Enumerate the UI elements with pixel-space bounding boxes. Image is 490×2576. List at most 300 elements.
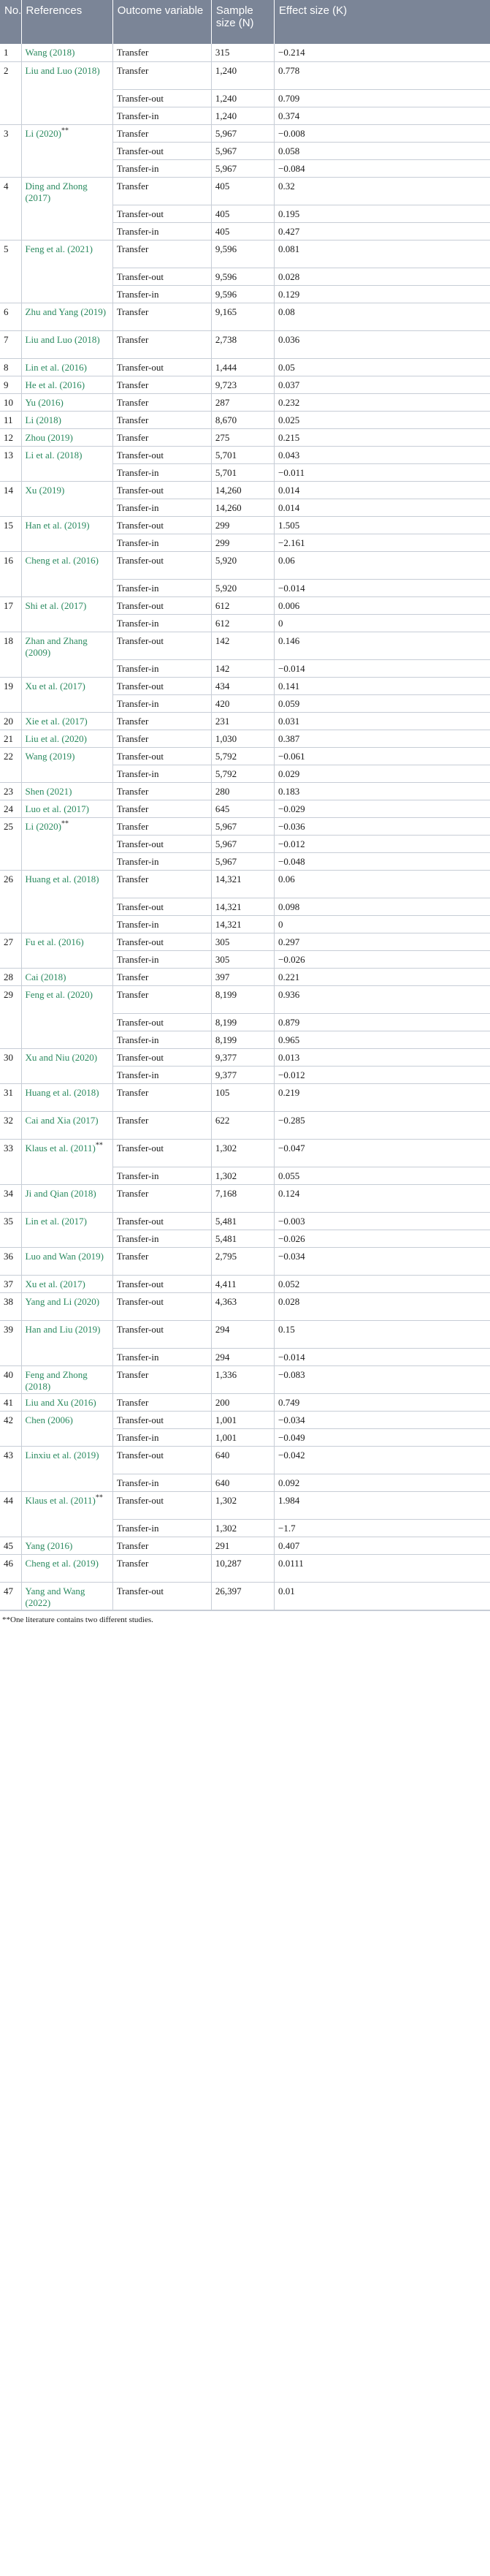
table-row: [0, 933, 490, 950]
cell-effect-size: −0.049: [275, 1428, 490, 1446]
cell-outcome: Transfer-out: [112, 1446, 211, 1474]
cell-study-no: 15: [0, 516, 21, 551]
table-row: [0, 516, 490, 534]
reference-link[interactable]: Luo and Wan (2019): [25, 1250, 104, 1262]
cell-sample-size: 14,321: [211, 870, 274, 898]
reference-link[interactable]: Lin et al. (2017): [25, 1215, 88, 1227]
table-row: [0, 1320, 490, 1348]
cell-outcome: Transfer-in: [112, 614, 211, 632]
cell-outcome: Transfer: [112, 177, 211, 205]
cell-effect-size: 0.098: [275, 898, 490, 915]
reference-link[interactable]: Xie et al. (2017): [25, 715, 88, 727]
cell-reference: [21, 712, 112, 730]
cell-sample-size: 5,967: [211, 124, 274, 142]
cell-effect-size: −0.036: [275, 817, 490, 835]
cell-outcome: Transfer-out: [112, 1320, 211, 1348]
reference-link[interactable]: Yang and Wang (2022): [25, 1585, 85, 1608]
cell-outcome: Transfer-in: [112, 1428, 211, 1446]
cell-sample-size: 1,240: [211, 61, 274, 89]
cell-study-no: 21: [0, 730, 21, 747]
reference-link[interactable]: Liu et al. (2020): [25, 732, 88, 744]
cell-study-no: 36: [0, 1247, 21, 1275]
cell-effect-size: 0.879: [275, 1013, 490, 1031]
cell-effect-size: 0.183: [275, 782, 490, 800]
cell-sample-size: 5,701: [211, 446, 274, 463]
cell-reference: [21, 800, 112, 817]
reference-link[interactable]: Shi et al. (2017): [25, 599, 87, 611]
cell-study-no: 38: [0, 1292, 21, 1320]
cell-study-no: 18: [0, 632, 21, 677]
cell-sample-size: 291: [211, 1537, 274, 1554]
cell-outcome: Transfer: [112, 61, 211, 89]
table-row: [0, 240, 490, 268]
cell-outcome: Transfer: [112, 1111, 211, 1139]
cell-sample-size: 1,302: [211, 1167, 274, 1184]
cell-outcome: Transfer-in: [112, 222, 211, 240]
cell-outcome: Transfer: [112, 303, 211, 330]
cell-outcome: Transfer-out: [112, 1212, 211, 1230]
cell-study-no: 35: [0, 1212, 21, 1247]
cell-outcome: Transfer-out: [112, 835, 211, 852]
cell-reference: [21, 985, 112, 1048]
table-row: [0, 730, 490, 747]
cell-effect-size: −0.026: [275, 1230, 490, 1247]
cell-outcome: Transfer: [112, 376, 211, 393]
reference-link[interactable]: Li (2018): [25, 414, 61, 425]
table-body: [0, 44, 490, 1610]
cell-effect-size: 1.505: [275, 516, 490, 534]
table-row: [0, 817, 490, 835]
reference-link[interactable]: Huang et al. (2018): [25, 873, 99, 884]
cell-reference: [21, 1446, 112, 1491]
cell-study-no: 45: [0, 1537, 21, 1554]
cell-sample-size: 5,967: [211, 142, 274, 159]
cell-effect-size: −0.008: [275, 124, 490, 142]
cell-effect-size: 0.374: [275, 107, 490, 124]
cell-reference: [21, 240, 112, 303]
cell-sample-size: 2,795: [211, 1247, 274, 1275]
cell-effect-size: −0.042: [275, 1446, 490, 1474]
reference-link[interactable]: Linxiu et al. (2019): [25, 1449, 99, 1461]
cell-sample-size: 294: [211, 1348, 274, 1365]
cell-effect-size: 0.043: [275, 446, 490, 463]
cell-sample-size: 5,967: [211, 817, 274, 835]
table-header: [0, 0, 490, 44]
cell-sample-size: 5,967: [211, 852, 274, 870]
cell-effect-size: 0.05: [275, 358, 490, 376]
cell-reference: [21, 358, 112, 376]
cell-study-no: 16: [0, 551, 21, 596]
cell-effect-size: 0.028: [275, 1292, 490, 1320]
table-row: [0, 446, 490, 463]
table-row: [0, 1393, 490, 1411]
cell-effect-size: −0.012: [275, 835, 490, 852]
cell-reference: [21, 596, 112, 632]
cell-study-no: 37: [0, 1275, 21, 1292]
reference-link[interactable]: Luo et al. (2017): [25, 803, 89, 814]
cell-sample-size: 1,030: [211, 730, 274, 747]
reference-link[interactable]: Zhou (2019): [25, 431, 73, 443]
reference-link[interactable]: Li (2020): [25, 820, 61, 832]
cell-outcome: Transfer-out: [112, 142, 211, 159]
cell-reference: [21, 968, 112, 985]
cell-sample-size: 9,596: [211, 268, 274, 285]
table-row: [0, 870, 490, 898]
cell-outcome: Transfer: [112, 1083, 211, 1111]
reference-link[interactable]: Han et al. (2019): [25, 519, 90, 531]
footnote-marker: **: [95, 1141, 103, 1150]
table-row: [0, 1411, 490, 1428]
cell-outcome: Transfer-out: [112, 747, 211, 765]
cell-effect-size: 0.221: [275, 968, 490, 985]
reference-link[interactable]: Cai and Xia (2017): [25, 1114, 99, 1126]
cell-outcome: Transfer-out: [112, 596, 211, 614]
cell-effect-size: 0.058: [275, 142, 490, 159]
footnote-marker: **: [61, 819, 69, 828]
cell-effect-size: −0.047: [275, 1139, 490, 1167]
cell-study-no: 7: [0, 330, 21, 358]
reference-link[interactable]: Xu et al. (2017): [25, 680, 85, 692]
cell-outcome: Transfer-out: [112, 1491, 211, 1519]
reference-link[interactable]: Klaus et al. (2011): [25, 1142, 96, 1153]
table-row: [0, 1184, 490, 1212]
cell-sample-size: 7,168: [211, 1184, 274, 1212]
cell-sample-size: 9,723: [211, 376, 274, 393]
cell-sample-size: 1,302: [211, 1139, 274, 1167]
table-row: [0, 428, 490, 446]
cell-effect-size: 0.028: [275, 268, 490, 285]
cell-study-no: 47: [0, 1582, 21, 1610]
cell-effect-size: 0.124: [275, 1184, 490, 1212]
cell-study-no: 17: [0, 596, 21, 632]
cell-effect-size: 0: [275, 915, 490, 933]
cell-sample-size: 5,792: [211, 765, 274, 782]
reference-link[interactable]: Cheng et al. (2016): [25, 554, 99, 566]
reference-link[interactable]: Feng et al. (2021): [25, 243, 93, 254]
table-row: [0, 303, 490, 330]
table-row: [0, 1582, 490, 1610]
cell-outcome: Transfer: [112, 1393, 211, 1411]
cell-sample-size: 275: [211, 428, 274, 446]
cell-sample-size: 405: [211, 177, 274, 205]
cell-effect-size: 0.092: [275, 1474, 490, 1491]
cell-reference: [21, 1184, 112, 1212]
cell-outcome: Transfer-out: [112, 1139, 211, 1167]
cell-outcome: Transfer-in: [112, 1230, 211, 1247]
reference-link[interactable]: He et al. (2016): [25, 379, 85, 390]
cell-effect-size: 0.129: [275, 285, 490, 303]
cell-sample-size: 8,670: [211, 411, 274, 428]
cell-sample-size: 14,260: [211, 481, 274, 499]
cell-study-no: 5: [0, 240, 21, 303]
cell-sample-size: 5,967: [211, 835, 274, 852]
cell-effect-size: −0.014: [275, 579, 490, 596]
cell-sample-size: 1,336: [211, 1365, 274, 1393]
cell-outcome: Transfer-in: [112, 579, 211, 596]
header-effect: Effect size (K): [279, 4, 348, 17]
reference-link[interactable]: Ji and Qian (2018): [25, 1187, 96, 1199]
cell-sample-size: 1,302: [211, 1519, 274, 1537]
cell-sample-size: 5,792: [211, 747, 274, 765]
cell-reference: [21, 747, 112, 782]
reference-link[interactable]: Liu and Xu (2016): [25, 1396, 96, 1408]
cell-outcome: Transfer-out: [112, 1411, 211, 1428]
cell-study-no: 34: [0, 1184, 21, 1212]
cell-reference: [21, 817, 112, 870]
cell-study-no: 20: [0, 712, 21, 730]
cell-reference: [21, 933, 112, 968]
cell-outcome: Transfer: [112, 968, 211, 985]
reference-link[interactable]: Zhu and Yang (2019): [25, 306, 107, 317]
cell-study-no: 9: [0, 376, 21, 393]
table-row: [0, 1048, 490, 1066]
cell-sample-size: 305: [211, 933, 274, 950]
reference-link[interactable]: Cai (2018): [25, 971, 66, 982]
reference-link[interactable]: Shen (2021): [25, 785, 72, 797]
cell-reference: [21, 1491, 112, 1537]
reference-link[interactable]: Li (2020): [25, 127, 61, 139]
reference-link[interactable]: Yu (2016): [25, 396, 64, 408]
cell-sample-size: 1,444: [211, 358, 274, 376]
cell-reference: [21, 330, 112, 358]
reference-link[interactable]: Han and Liu (2019): [25, 1323, 101, 1335]
cell-sample-size: 397: [211, 968, 274, 985]
cell-reference: [21, 1537, 112, 1554]
cell-effect-size: 0.195: [275, 205, 490, 222]
cell-reference: [21, 1247, 112, 1275]
reference-link[interactable]: Cheng et al. (2019): [25, 1557, 99, 1569]
cell-study-no: 30: [0, 1048, 21, 1083]
cell-sample-size: 8,199: [211, 1031, 274, 1048]
cell-study-no: 25: [0, 817, 21, 870]
cell-outcome: Transfer: [112, 817, 211, 835]
table-row: [0, 782, 490, 800]
reference-link[interactable]: Wang (2018): [25, 47, 75, 58]
table-row: [0, 1247, 490, 1275]
cell-sample-size: 5,920: [211, 579, 274, 596]
reference-link[interactable]: Huang et al. (2018): [25, 1086, 99, 1098]
cell-outcome: Transfer-in: [112, 499, 211, 516]
table-row: [0, 1491, 490, 1519]
cell-effect-size: 0.427: [275, 222, 490, 240]
cell-reference: [21, 428, 112, 446]
cell-effect-size: −0.029: [275, 800, 490, 817]
cell-study-no: 3: [0, 124, 21, 177]
cell-study-no: 41: [0, 1393, 21, 1411]
reference-link[interactable]: Klaus et al. (2011): [25, 1494, 96, 1506]
cell-outcome: Transfer-out: [112, 481, 211, 499]
cell-sample-size: 5,481: [211, 1230, 274, 1247]
cell-reference: [21, 632, 112, 677]
cell-outcome: Transfer-in: [112, 659, 211, 677]
cell-sample-size: 8,199: [211, 985, 274, 1013]
reference-link[interactable]: Liu and Luo (2018): [25, 333, 100, 345]
cell-outcome: Transfer-out: [112, 516, 211, 534]
table-row: [0, 411, 490, 428]
cell-sample-size: 645: [211, 800, 274, 817]
table-row: [0, 376, 490, 393]
cell-sample-size: 9,596: [211, 285, 274, 303]
cell-outcome: Transfer-out: [112, 898, 211, 915]
cell-sample-size: 14,321: [211, 898, 274, 915]
cell-outcome: Transfer: [112, 330, 211, 358]
reference-link[interactable]: Yang (2016): [25, 1539, 73, 1551]
cell-sample-size: 9,165: [211, 303, 274, 330]
cell-outcome: Transfer-out: [112, 446, 211, 463]
cell-outcome: Transfer-out: [112, 1048, 211, 1066]
cell-outcome: Transfer-out: [112, 632, 211, 659]
cell-effect-size: −0.012: [275, 1066, 490, 1083]
table-row: [0, 1083, 490, 1111]
cell-sample-size: 200: [211, 1393, 274, 1411]
table-row: [0, 393, 490, 411]
reference-link[interactable]: Liu and Luo (2018): [25, 64, 100, 76]
header-no: No.: [0, 0, 21, 44]
cell-outcome: Transfer-in: [112, 852, 211, 870]
reference-link[interactable]: Lin et al. (2016): [25, 361, 88, 373]
reference-link[interactable]: Xu and Niu (2020): [25, 1051, 98, 1063]
table-row: [0, 61, 490, 89]
reference-link[interactable]: Feng and Zhong (2018): [25, 1368, 88, 1392]
cell-sample-size: 14,260: [211, 499, 274, 516]
cell-sample-size: 9,596: [211, 240, 274, 268]
cell-sample-size: 305: [211, 950, 274, 968]
cell-effect-size: 0: [275, 614, 490, 632]
cell-reference: [21, 44, 112, 61]
cell-sample-size: 231: [211, 712, 274, 730]
table-row: [0, 968, 490, 985]
reference-link[interactable]: Zhan and Zhang (2009): [25, 634, 88, 658]
cell-study-no: 46: [0, 1554, 21, 1582]
table-row: [0, 124, 490, 142]
cell-outcome: Transfer-in: [112, 1519, 211, 1537]
cell-outcome: Transfer: [112, 1365, 211, 1393]
cell-effect-size: 0.215: [275, 428, 490, 446]
cell-outcome: Transfer-in: [112, 915, 211, 933]
cell-effect-size: 0.031: [275, 712, 490, 730]
cell-effect-size: 0.219: [275, 1083, 490, 1111]
cell-reference: [21, 376, 112, 393]
cell-study-no: 42: [0, 1411, 21, 1446]
reference-link[interactable]: Ding and Zhong (2017): [25, 180, 88, 203]
cell-effect-size: 0.029: [275, 765, 490, 782]
cell-sample-size: 4,411: [211, 1275, 274, 1292]
cell-effect-size: 0.749: [275, 1393, 490, 1411]
cell-study-no: 39: [0, 1320, 21, 1365]
reference-link[interactable]: Xu et al. (2017): [25, 1278, 85, 1289]
cell-reference: [21, 730, 112, 747]
reference-link[interactable]: Fu et al. (2016): [25, 936, 84, 947]
reference-link[interactable]: Xu (2019): [25, 484, 65, 496]
cell-reference: [21, 1275, 112, 1292]
cell-sample-size: 142: [211, 659, 274, 677]
reference-link[interactable]: Feng et al. (2020): [25, 988, 93, 1000]
reference-link[interactable]: Wang (2019): [25, 750, 75, 762]
cell-outcome: Transfer-out: [112, 205, 211, 222]
cell-effect-size: 0.32: [275, 177, 490, 205]
cell-sample-size: 105: [211, 1083, 274, 1111]
cell-reference: [21, 782, 112, 800]
cell-sample-size: 622: [211, 1111, 274, 1139]
cell-study-no: 33: [0, 1139, 21, 1184]
cell-reference: [21, 1083, 112, 1111]
cell-study-no: 11: [0, 411, 21, 428]
cell-outcome: Transfer-out: [112, 1292, 211, 1320]
cell-outcome: Transfer-in: [112, 107, 211, 124]
cell-study-no: 6: [0, 303, 21, 330]
cell-outcome: Transfer: [112, 730, 211, 747]
cell-sample-size: 640: [211, 1474, 274, 1491]
cell-reference: [21, 124, 112, 177]
cell-sample-size: 5,967: [211, 159, 274, 177]
cell-sample-size: 315: [211, 44, 274, 61]
cell-effect-size: 0.081: [275, 240, 490, 268]
cell-effect-size: −0.003: [275, 1212, 490, 1230]
cell-effect-size: −0.034: [275, 1247, 490, 1275]
cell-effect-size: 0.055: [275, 1167, 490, 1184]
cell-reference: [21, 1554, 112, 1582]
table-row: [0, 358, 490, 376]
cell-outcome: Transfer: [112, 393, 211, 411]
cell-outcome: Transfer-in: [112, 1348, 211, 1365]
cell-effect-size: 0.013: [275, 1048, 490, 1066]
cell-study-no: 32: [0, 1111, 21, 1139]
table-row: [0, 1139, 490, 1167]
cell-outcome: Transfer-out: [112, 1013, 211, 1031]
cell-study-no: 2: [0, 61, 21, 124]
cell-outcome: Transfer-in: [112, 1167, 211, 1184]
cell-outcome: Transfer-in: [112, 950, 211, 968]
cell-reference: [21, 1212, 112, 1247]
cell-reference: [21, 411, 112, 428]
cell-reference: [21, 1365, 112, 1393]
cell-effect-size: 0.297: [275, 933, 490, 950]
table-row: [0, 747, 490, 765]
cell-outcome: Transfer-in: [112, 534, 211, 551]
cell-effect-size: 0.15: [275, 1320, 490, 1348]
cell-sample-size: 8,199: [211, 1013, 274, 1031]
cell-effect-size: −0.285: [275, 1111, 490, 1139]
cell-reference: [21, 303, 112, 330]
table-row: [0, 1212, 490, 1230]
cell-outcome: Transfer-out: [112, 1582, 211, 1610]
table-footnote: **One literature contains two different studies.: [0, 1610, 490, 1629]
cell-outcome: Transfer-out: [112, 933, 211, 950]
footnote-marker: **: [95, 1493, 103, 1502]
cell-effect-size: −2.161: [275, 534, 490, 551]
cell-effect-size: 0.059: [275, 694, 490, 712]
header-sample: Sample size (N): [211, 0, 274, 44]
cell-sample-size: 280: [211, 782, 274, 800]
reference-link[interactable]: Chen (2006): [25, 1414, 73, 1425]
table-row: [0, 551, 490, 579]
cell-outcome: Transfer: [112, 411, 211, 428]
cell-effect-size: 0.778: [275, 61, 490, 89]
reference-link[interactable]: Yang and Li (2020): [25, 1295, 100, 1307]
cell-sample-size: 5,701: [211, 463, 274, 481]
cell-study-no: 29: [0, 985, 21, 1048]
cell-effect-size: 0.036: [275, 330, 490, 358]
cell-outcome: Transfer-out: [112, 358, 211, 376]
cell-effect-size: 0.387: [275, 730, 490, 747]
cell-effect-size: 0.06: [275, 870, 490, 898]
cell-outcome: Transfer-in: [112, 1031, 211, 1048]
cell-sample-size: 142: [211, 632, 274, 659]
cell-effect-size: 0.037: [275, 376, 490, 393]
cell-study-no: 4: [0, 177, 21, 240]
cell-effect-size: 0.407: [275, 1537, 490, 1554]
reference-link[interactable]: Li et al. (2018): [25, 449, 83, 461]
